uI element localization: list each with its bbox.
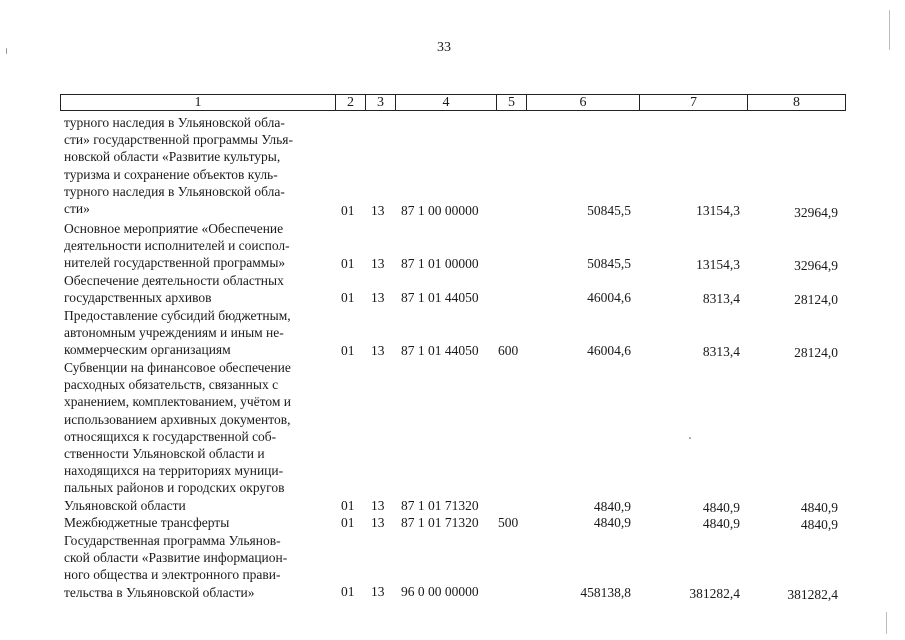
row-target-article: 87 1 01 71320	[401, 498, 479, 513]
row-amount-6: 46004,6	[587, 343, 631, 358]
row-subsection-code: 13	[371, 343, 385, 358]
row-target-article: 87 1 01 00000	[401, 256, 479, 271]
row-amount-6: 4840,9	[593, 515, 631, 530]
row-section-code: 01	[341, 498, 355, 513]
row-section-code: 01	[341, 343, 355, 358]
row-amount-8: 28124,0	[794, 345, 838, 360]
row-expense-type: 600	[498, 343, 519, 358]
row-subsection-code: 13	[371, 584, 385, 599]
row-amount-6: 50845,5	[587, 203, 631, 218]
row-description: Обеспечение деятельности областных государственных архивов	[64, 273, 284, 306]
row-target-article: 87 1 01 44050	[401, 343, 479, 358]
column-header-3: 3	[365, 94, 396, 111]
column-header-7: 7	[639, 94, 748, 111]
row-target-article: 87 1 00 00000	[401, 203, 479, 218]
row-section-code: 01	[341, 203, 355, 218]
row-description: Субвенции на финансовое обеспечение расходных обязательств, связанных с хранением, комплектованием, учётом и использованием архивных документов, относящихся к государственной соб- ственности Ульяновской области и находящихся на территориях муници- пальных районов и городских округов Ульяновской области	[64, 360, 291, 513]
row-target-article: 96 0 00 00000	[401, 584, 479, 599]
row-section-code: 01	[341, 515, 355, 530]
column-header-5: 5	[496, 94, 527, 111]
row-amount-8: 32964,9	[794, 205, 838, 220]
column-header-1: 1	[60, 94, 336, 111]
scan-speck	[6, 48, 7, 54]
page-number: 33	[437, 40, 451, 55]
row-target-article: 87 1 01 44050	[401, 290, 479, 305]
scan-speck	[689, 437, 691, 439]
row-amount-8: 381282,4	[787, 587, 838, 602]
column-header-8: 8	[747, 94, 846, 111]
row-amount-6: 46004,6	[587, 290, 631, 305]
row-section-code: 01	[341, 256, 355, 271]
row-subsection-code: 13	[371, 256, 385, 271]
row-description: Государственная программа Ульянов- ской области «Развитие информацион- ного общества и электронного прави- тельства в Ульяновской области»	[64, 533, 288, 600]
row-subsection-code: 13	[371, 515, 385, 530]
row-amount-7: 13154,3	[696, 203, 740, 218]
column-header-6: 6	[526, 94, 640, 111]
row-amount-8: 28124,0	[794, 292, 838, 307]
row-target-article: 87 1 01 71320	[401, 515, 479, 530]
row-amount-6: 458138,8	[580, 585, 631, 600]
column-header-2: 2	[335, 94, 366, 111]
row-amount-7: 381282,4	[689, 586, 740, 601]
row-section-code: 01	[341, 290, 355, 305]
row-subsection-code: 13	[371, 203, 385, 218]
row-amount-8: 32964,9	[794, 258, 838, 273]
row-amount-8: 4840,9	[800, 517, 838, 532]
row-amount-6: 4840,9	[593, 499, 631, 514]
row-amount-7: 8313,4	[702, 344, 740, 359]
row-description: Предоставление субсидий бюджетным, автономным учреждениям и иным не- коммерческим организациям	[64, 308, 291, 358]
row-amount-7: 8313,4	[702, 291, 740, 306]
scan-edge-mark	[886, 612, 887, 634]
row-description: Основное мероприятие «Обеспечение деятельности исполнителей и соиспол- нителей государственной программы»	[64, 221, 290, 271]
row-amount-7: 4840,9	[702, 516, 740, 531]
row-subsection-code: 13	[371, 290, 385, 305]
row-amount-7: 13154,3	[696, 257, 740, 272]
row-description: Межбюджетные трансферты	[64, 515, 230, 530]
row-amount-8: 4840,9	[800, 500, 838, 515]
row-description: турного наследия в Ульяновской обла- сти» государственной программы Улья- новской области «Развитие культуры, туризма и сохранение объектов куль- турного наследия в Ульяновской обла- сти»	[64, 115, 293, 217]
row-subsection-code: 13	[371, 498, 385, 513]
column-header-4: 4	[395, 94, 497, 111]
row-amount-7: 4840,9	[702, 500, 740, 515]
row-section-code: 01	[341, 584, 355, 599]
scan-edge-mark	[889, 10, 890, 50]
row-amount-6: 50845,5	[587, 256, 631, 271]
row-expense-type: 500	[498, 515, 519, 530]
